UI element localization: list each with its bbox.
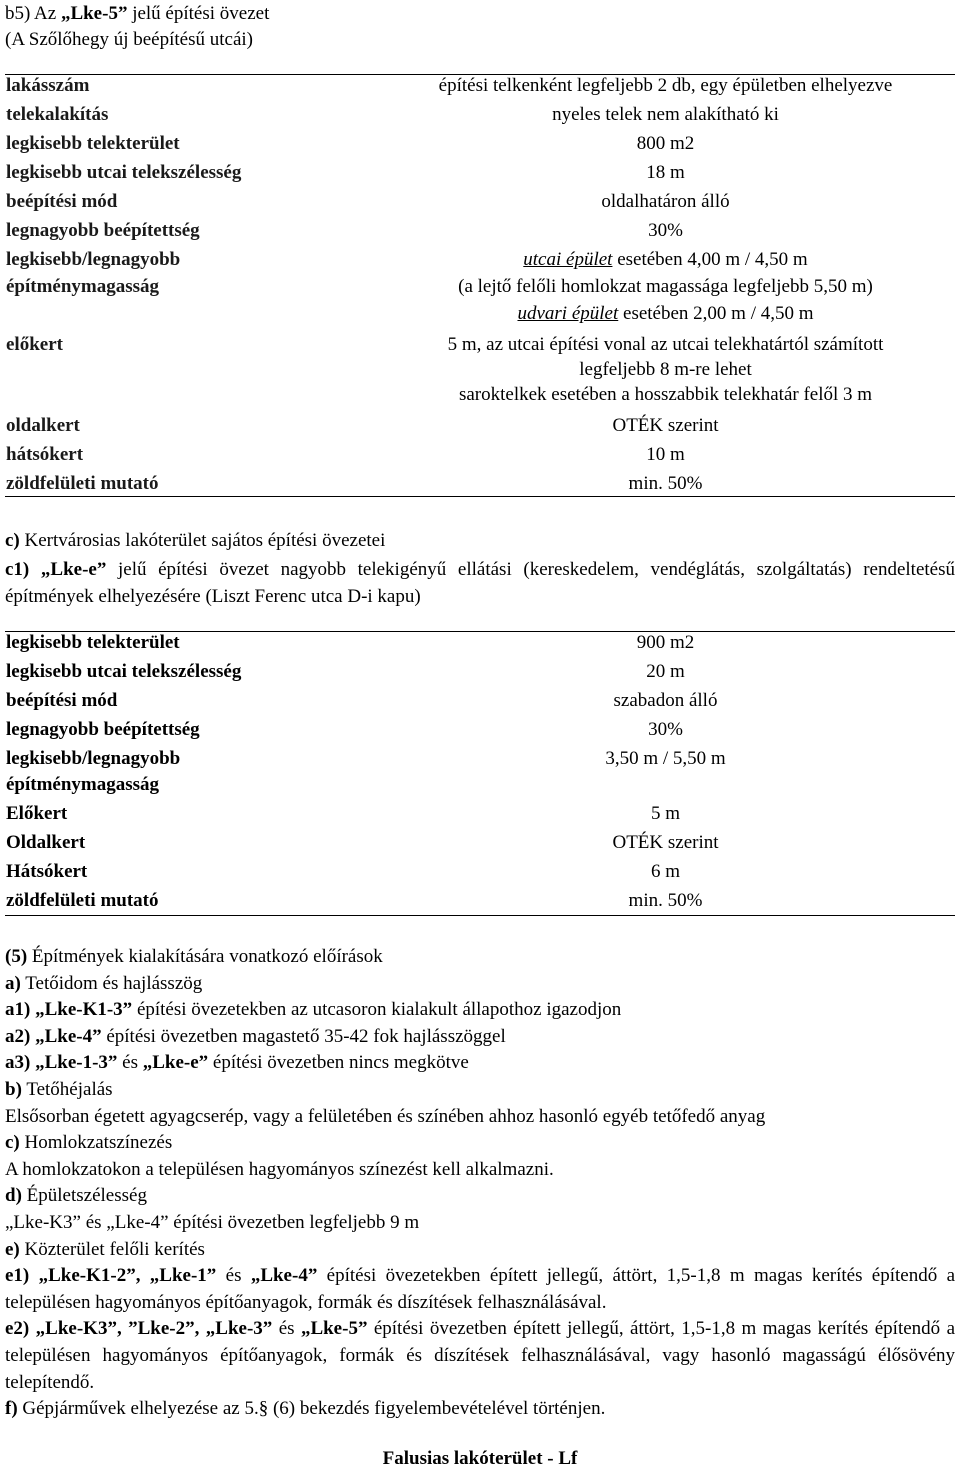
rule-text: építési övezetben magastető 35-42 fok hajlásszöggel — [101, 1025, 506, 1047]
rule-text: Homlokzatszínezés — [19, 1132, 173, 1154]
row-value — [376, 332, 955, 415]
rule-text: építési övezetekben az utcasoron kialakult állapothoz igazodjon — [132, 999, 622, 1021]
row-label — [5, 748, 376, 803]
row-label: zöldfelületi mutató — [6, 889, 159, 911]
rule-text: Gépjárművek elhelyezése az 5.§ (6) bekezdés figyelembevételével történjen. — [17, 1398, 606, 1420]
table-row — [5, 415, 955, 444]
italic-term: utcai épület — [523, 248, 613, 270]
rule-b-body: Elsősorban égetett agyagcserép, vagy a felületében és színében ahhoz hasonló egyéb tetőfedő anyag — [5, 1105, 766, 1127]
row-label: legkisebb utcai telekszélesség — [6, 660, 242, 682]
row-label: zöldfelületi mutató — [6, 472, 159, 494]
rule-d — [5, 1183, 955, 1210]
rule-tag: f) — [5, 1398, 18, 1420]
rule-tag: „Lke-e” — [142, 1052, 209, 1074]
rule-a3 — [5, 1050, 955, 1077]
c1-tag: c1) — [5, 558, 30, 580]
value-line: (a lejtő felőli homlokzat magassága legfeljebb 5,50 m) — [458, 275, 873, 297]
value-line — [376, 249, 955, 276]
rule-tag: „Lke-5” — [300, 1318, 368, 1340]
rule-e2 — [5, 1316, 955, 1396]
row-value: 10 m — [646, 443, 685, 465]
rule-tag: a) — [5, 972, 21, 994]
rule-text: és — [272, 1318, 301, 1340]
title-zone: „Lke-5” — [60, 3, 128, 24]
rule-c-body: A homlokzatokon a településen hagyományos színezést kell alkalmazni. — [5, 1158, 554, 1180]
rule-text: Építmények kialakítására vonatkozó előírások — [27, 946, 383, 967]
table-row — [5, 249, 955, 332]
label-line: legkisebb/legnagyobb — [6, 747, 181, 769]
row-label: legnagyobb beépítettség — [6, 219, 200, 241]
rule-a2 — [5, 1024, 955, 1051]
row-value: 5 m — [650, 802, 681, 824]
rule-text: Közterület felőli kerítés — [19, 1238, 205, 1260]
rule-tag: a3) „Lke-1-3” — [5, 1052, 118, 1074]
rule-text: építési övezetben nincs megkötve — [208, 1052, 469, 1074]
table-row — [5, 803, 955, 832]
value-line: saroktelkek esetében a hosszabbik telekhatár felől 3 m — [458, 383, 873, 405]
table-row — [5, 104, 955, 133]
italic-term: udvari épület — [517, 302, 619, 324]
table-row — [5, 632, 955, 661]
row-label: Hátsókert — [6, 860, 88, 882]
table-row — [5, 861, 955, 890]
rule-text: és — [117, 1052, 143, 1074]
title-suffix: jelű építési övezet — [127, 3, 270, 24]
label-line: építménymagasság — [6, 774, 160, 796]
rule-c — [5, 1130, 955, 1157]
rule-e1 — [5, 1263, 955, 1316]
rule-text: Tetőhéjalás — [21, 1078, 113, 1100]
row-label — [5, 249, 376, 332]
row-label: előkert — [6, 333, 63, 355]
row-value: min. 50% — [628, 889, 703, 911]
row-value: 800 m2 — [636, 132, 695, 154]
row-label: legkisebb telekterület — [6, 132, 180, 154]
row-value: építési telkenként legfeljebb 2 db, egy épületben elhelyezve — [438, 75, 893, 96]
title-prefix: b5) Az — [5, 3, 61, 24]
row-label: legkisebb telekterület — [6, 632, 180, 653]
zone-parameters-table — [5, 74, 955, 499]
row-label: beépítési mód — [6, 190, 118, 212]
rule-tag: a2) „Lke-4” — [5, 1025, 102, 1047]
value-line: 5 m, az utcai építési vonal az utcai telekhatártól számított — [447, 333, 884, 355]
rule-tag: a1) „Lke-K1-3” — [5, 999, 133, 1021]
next-section-heading: Falusias lakóterület - Lf — [382, 1448, 578, 1469]
row-value: 30% — [648, 718, 683, 740]
table-row — [5, 890, 955, 916]
rule-tag: e2) „Lke-K3”, ”Lke-2”, „Lke-3” — [5, 1318, 273, 1340]
value-text: esetében 2,00 m / 4,50 m — [618, 302, 814, 324]
value-text: esetében 4,00 m / 4,50 m — [612, 248, 808, 270]
rule-f — [5, 1396, 955, 1423]
row-value — [376, 249, 955, 332]
row-label: hátsókert — [6, 443, 84, 465]
rule-a — [5, 971, 955, 998]
value-line: legfeljebb 8 m-re lehet — [579, 358, 752, 380]
row-value: oldalhatáron álló — [601, 190, 730, 212]
table-row — [5, 220, 955, 249]
c1-zone: „Lke-e” — [40, 558, 107, 580]
lke-e-parameters-table — [5, 631, 955, 916]
rule-text: építési övezetben épített jellegű, áttört, 1,5-1,8 m magas kerítés építendő a településen hagyományos építőanyagok, formák és díszítések felhasználásával, vagy hasonló magasságú élősövény telepítendő. — [5, 1318, 955, 1393]
row-label: lakásszám — [6, 75, 90, 96]
rule-b — [5, 1077, 955, 1104]
table-row — [5, 191, 955, 220]
table-row — [5, 332, 955, 415]
row-label: legkisebb utcai telekszélesség — [6, 161, 242, 183]
table-row — [5, 690, 955, 719]
rule-tag: e1) „Lke-K1-2”, „Lke-1” — [5, 1265, 217, 1287]
row-label: Előkert — [6, 802, 68, 824]
section-c1-text — [5, 556, 955, 610]
rule-text: Tetőidom és hajlásszög — [20, 972, 203, 994]
label-line: építménymagasság — [6, 276, 160, 298]
zone-title — [5, 3, 269, 26]
row-value: OTÉK szerint — [612, 414, 719, 436]
rule-tag: b) — [5, 1078, 22, 1100]
table-row — [5, 75, 955, 104]
row-label: beépítési mód — [6, 689, 118, 711]
table-row — [5, 162, 955, 191]
row-value: 3,50 m / 5,50 m — [605, 747, 726, 769]
zone-subtitle: (A Szőlőhegy új beépítésű utcái) — [5, 29, 253, 50]
table-row — [5, 133, 955, 162]
rule-e — [5, 1237, 955, 1264]
rule-tag: e) — [5, 1238, 20, 1260]
row-label: Oldalkert — [6, 831, 86, 853]
row-value: 6 m — [650, 860, 681, 882]
c1-body: jelű építési övezet nagyobb telekigényű ellátási (kereskedelem, vendéglátás, szolgáltatás) rendeltetésű építmények elhelyezésére (Liszt Ferenc utca D-i kapu) — [5, 558, 955, 607]
rule-text: és — [216, 1265, 251, 1287]
rule-heading — [5, 944, 955, 971]
rule-text: építési övezetekben épített jellegű, áttört, 1,5-1,8 m magas kerítés építendő a településen hagyományos építőanyagok, formák és díszítések felhasználásával. — [5, 1265, 956, 1313]
row-value: 30% — [648, 219, 683, 241]
rule-text: Épületszélesség — [21, 1185, 147, 1207]
row-label: oldalkert — [6, 414, 80, 436]
rule-tag: (5) — [5, 946, 28, 967]
table-row — [5, 748, 955, 803]
row-label: telekalakítás — [6, 103, 109, 125]
table-bottom-rule — [5, 496, 955, 497]
table-row — [5, 661, 955, 690]
value-line — [376, 303, 955, 326]
rule-d-body: „Lke-K3” és „Lke-4” építési övezetben legfeljebb 9 m — [5, 1211, 420, 1233]
heading-tag: c) — [5, 530, 20, 551]
row-value: OTÉK szerint — [612, 831, 719, 853]
row-value: 900 m2 — [636, 632, 695, 653]
heading-text: Kertvárosias lakóterület sajátos építési övezetei — [19, 530, 386, 551]
rule-tag: d) — [5, 1185, 22, 1207]
table-row — [5, 719, 955, 748]
row-value: nyeles telek nem alakítható ki — [552, 103, 779, 125]
table-row — [5, 832, 955, 861]
section-c — [5, 530, 955, 610]
rule-a1 — [5, 997, 955, 1024]
table-row — [5, 444, 955, 473]
table-row — [5, 473, 955, 499]
row-value: 18 m — [646, 161, 685, 183]
table-bottom-rule — [5, 915, 955, 916]
rule-tag: „Lke-4” — [250, 1265, 318, 1287]
row-value: szabadon álló — [613, 689, 718, 711]
row-value: 20 m — [646, 660, 685, 682]
rules-block — [5, 944, 955, 1423]
row-value: min. 50% — [628, 472, 703, 494]
rule-tag: c) — [5, 1132, 20, 1154]
row-label: legnagyobb beépítettség — [6, 718, 200, 740]
section-c-heading — [5, 530, 955, 553]
label-line: legkisebb/legnagyobb — [6, 248, 181, 270]
